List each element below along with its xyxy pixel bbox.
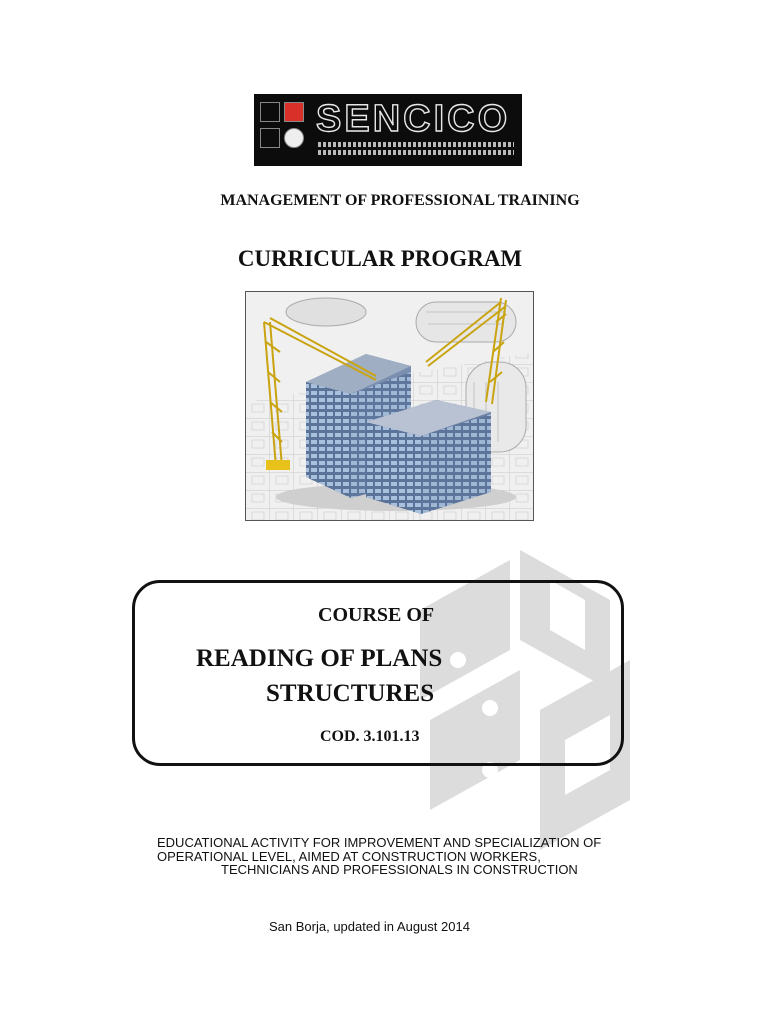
course-title-line1: READING OF PLANS — [196, 645, 443, 672]
footer-date: San Borja, updated in August 2014 — [269, 919, 470, 934]
logo-cell — [284, 102, 304, 122]
program-heading: CURRICULAR PROGRAM — [237, 246, 523, 271]
course-title-line2: STRUCTURES — [266, 680, 435, 707]
construction-image — [246, 292, 534, 521]
description-line: OPERATIONAL LEVEL, AIMED AT CONSTRUCTION WORKERS, — [157, 849, 541, 864]
logo-cell — [260, 128, 280, 148]
management-heading: MANAGEMENT OF PROFESSIONAL TRAINING — [220, 192, 580, 209]
course-code: COD. 3.101.13 — [320, 728, 420, 745]
logo-wordmark: SENCICO — [316, 98, 511, 140]
logo-tagline — [318, 142, 514, 147]
logo-cell — [260, 102, 280, 122]
logo-tagline — [318, 150, 514, 155]
description-line: TECHNICIANS AND PROFESSIONALS IN CONSTRUCTION — [221, 862, 578, 877]
construction-illustration — [245, 291, 534, 521]
sencico-logo — [254, 94, 522, 166]
course-label: COURSE OF — [318, 604, 435, 626]
logo-cell — [284, 128, 304, 148]
description-line: EDUCATIONAL ACTIVITY FOR IMPROVEMENT AND SPECIALIZATION OF — [157, 835, 602, 850]
